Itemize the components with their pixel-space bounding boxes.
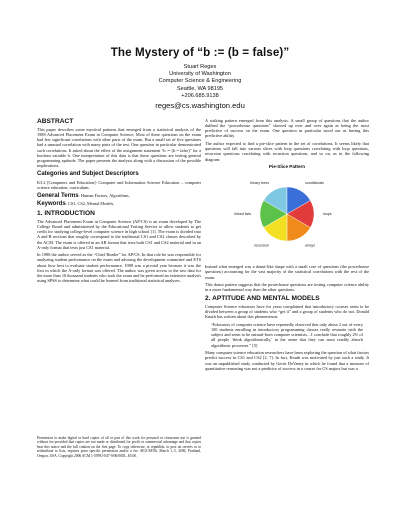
- left-column: [37, 118, 201, 286]
- pie-label-conditionals: conditionals: [305, 181, 324, 186]
- author-email[interactable]: reges@cs.washington.edu: [155, 101, 245, 111]
- right-paragraph-6: Many computer science education researchers have been exploring the question of what factors predict success in CS1 and CS2 [2, 7]. In fact, Knuth was motivated by just such a study. It was an unpublished study conducted by Gerrit DeVaney in which he found that a measure of quantitative reasoning was not a predictor of success in a course for CS majors but was a: [205, 350, 369, 371]
- figure-title: Pie-Slice Pattern: [268, 164, 306, 170]
- general-terms: [37, 193, 201, 199]
- abstract-heading: ABSTRACT: [37, 118, 74, 125]
- section-2-heading: 2. APTITUDE AND MENTAL MODELS: [205, 295, 320, 303]
- section-1-paragraph-1: The Advanced Placement Exam in Computer Science (AP/CS) is an exam developed by The College Board and administered by the Educational Testing Service to allow students to get credit for studying college-level computer science in high school [1]. The exam is divided into A and B sections that roughly correspond to the traditional CS1 and CS2 classes described by the ACM. The exam is offered in an AB format that tests both CS1 and CS2 material and in an A-only format that tests just CS1 material.: [37, 218, 201, 250]
- author-city: Seattle, WA 98195: [176, 85, 224, 92]
- general-terms-heading: General Terms: [37, 192, 79, 199]
- right-column: [205, 118, 369, 373]
- author-department: Computer Science & Engineering: [158, 78, 242, 85]
- pie-label-loops: loops: [323, 212, 332, 217]
- right-paragraph-1: A striking pattern emerged from this analysis. A small group of questions that the author dubbed the “powerhouse questions” showed up over and over again as being the most predictive of success on the exam. One question in particular stood out as having this predictive ability.: [205, 118, 369, 139]
- right-paragraph-5: Computer Science educators have for years complained that introductory courses seem to be divided between a group of students who “get it” and a group of students who do not. Donald Knuth has written about this phenomenon:: [205, 304, 369, 320]
- pie-label-linked-lists: linked lists: [234, 212, 251, 217]
- copyright-footnote: Permission to make digital or hard copies of all or part of this work for personal or classroom use is granted without fee provided that copies are not made or distributed for profit or commercial advantage and that copies bear this notice and the full citation on the first page. To copy otherwise, or republish, to post on servers or to redistribute to lists, requires prior specific permission and/or a fee. SIGCSE'06, March 1–5, 2006, Portland, Oregon, USA. Copyright 2006 ACM 1-59593-047-9/06/0003...$5.00.: [37, 436, 201, 458]
- right-paragraph-3: Instead what emerged was a donut-like shape with a small core of questions (the powerhouse questions) accounting for the vast majority of the statistical correlations with the rest of the exam.: [205, 264, 369, 280]
- author-block: [0, 64, 400, 111]
- keywords-heading: Keywords: [37, 201, 66, 208]
- categories-heading: Categories and Subject Descriptors: [37, 171, 139, 178]
- pie-label-arrays: arrays: [305, 243, 315, 248]
- pie-slice-figure: [205, 164, 369, 260]
- author-affiliation: University of Washington: [169, 71, 231, 78]
- abstract-text: This paper describes some mystical patterns that emerged from a statistical analysis of the 1988 Advanced Placement Exam in Computer Science. Most of these questions on the exam had few significant correlations with other parts of the exam. But a small set of five questions had a unusual correlation with many parts of the test. One question in particular demonstrated such correlations. It asked about the effect of the assignment statement “b := (b = false)” for a boolean variable b. One interpretation of this data is that these questions are testing general programming aptitude. The paper presents the analysis along with a discussion of the possible implications.: [37, 127, 201, 169]
- pie-label-recursion: recursion: [254, 243, 269, 248]
- right-paragraph-2: The author expected to find a pie-slice pattern in the set of correlations. It seems likely that questions will fall into various slices with loop questions correlating with loop questions, recursion questions correlating with recursion questions, and so on, as in the following diagram:: [205, 141, 369, 162]
- author-phone: +206.685.9138: [181, 92, 219, 99]
- author-name: Stuart Reges: [183, 64, 217, 70]
- right-paragraph-4: This donut pattern suggests that the powerhouse questions are testing computer science ability in a more fundamental way than the other questions.: [205, 282, 369, 293]
- pie-label-binary-trees: binary trees: [250, 181, 269, 186]
- keywords-text: : CS1, CS2, Mental Models.: [65, 201, 115, 207]
- categories-text: K3.2 [Computers and Education]: Computer and Information Science Education – computer science education, curriculum.: [37, 179, 201, 190]
- section-1-paragraph-2: In 1988 the author served as the “Chief Reader” for AP/CS. In that role he was responsible for analyzing student performance on the exam and advising the development committee and ETS about how best to evaluate student performance. 1988 was a pivotal year because it was the first in which the A-only format was offered. The author was given access to the raw data for the more than 10 thousand students who took the exam and he performed an extensive analysis using SPSS to determine what could be learned from traditional statistical analyses.: [37, 252, 201, 284]
- knuth-quote: “Educators of computer science have repeatedly observed that only about 2 out of every 100 students enrolling in introductory programming classes really resonate with the subject and seem to be natural-born computer scientists…I conclude that roughly 2% of all people ‘think algorithmically,’ in the sense that they can most readily absorb algorithmic processes.” [5]: [211, 322, 363, 348]
- paper-title: The Mystery of “b := (b = false)”: [110, 46, 290, 59]
- section-1-heading: 1. INTRODUCTION: [37, 209, 95, 217]
- general-terms-text: : Human Factors, Algorithms.: [78, 192, 130, 198]
- pie-chart: [205, 170, 369, 258]
- keywords: [37, 201, 201, 207]
